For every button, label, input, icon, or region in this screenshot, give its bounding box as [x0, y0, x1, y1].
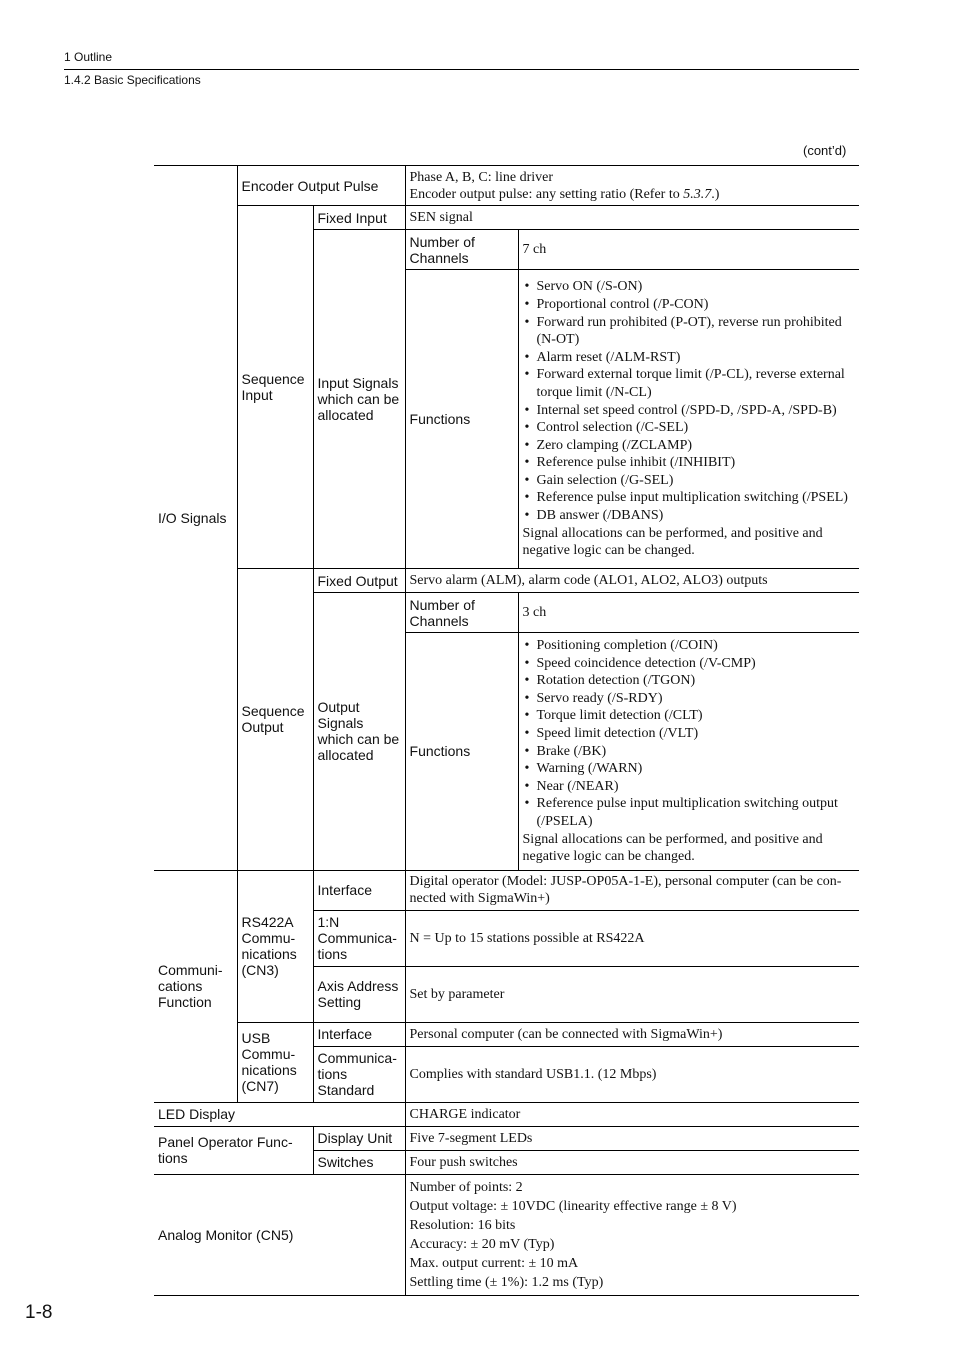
table-row [154, 569, 859, 593]
function-item: • DB answer (/DBANS) [523, 507, 856, 525]
function-item: • Reference pulse inhibit (/INHIBIT) [523, 454, 856, 472]
axis-address-value: Set by parameter [405, 966, 859, 1022]
table-row [154, 1022, 859, 1046]
page-number: 1-8 [25, 1302, 53, 1323]
rs422-label: RS422A Commu- nications (CN3) [237, 870, 313, 1022]
section-reference: 5.3.7 [683, 186, 712, 202]
usb-standard-value: Complies with standard USB1.1. (12 Mbps) [405, 1046, 859, 1102]
function-item: • Reference pulse input multiplication switching (/PSEL) [523, 489, 856, 507]
output-functions-list [518, 633, 859, 871]
encoder-output-label: Encoder Output Pulse [237, 166, 405, 206]
usb-standard-label: Communica- tions Standard [313, 1046, 405, 1102]
function-item: • Near (/NEAR) [523, 778, 856, 796]
table-row [154, 206, 859, 230]
input-alloc-label: Input Signals which can be allocated [313, 230, 405, 569]
function-item: • Warning (/WARN) [523, 760, 856, 778]
function-item: • Internal set speed control (/SPD-D, /SPD-A, /SPD-B) [523, 402, 856, 420]
output-functions-label: Functions [405, 633, 518, 871]
function-item: • Reference pulse input multiplication switching output (/PSELA) [523, 795, 856, 830]
function-item: • Gain selection (/G-SEL) [523, 472, 856, 490]
function-item: • Proportional control (/P-CON) [523, 296, 856, 314]
chapter-header: 1 Outline [64, 50, 113, 64]
table-row [154, 1126, 859, 1150]
function-item: • Speed limit detection (/VLT) [523, 725, 856, 743]
function-item: • Servo ready (/S-RDY) [523, 690, 856, 708]
function-item: • Zero clamping (/ZCLAMP) [523, 437, 856, 455]
table-row [154, 870, 859, 910]
rs422-n-label: 1:N Communica- tions [313, 910, 405, 966]
table-row [154, 166, 859, 206]
comm-function-label: Communi- cations Function [154, 870, 237, 1102]
sequence-input-label: Sequence Input [237, 206, 313, 569]
switches-value: Four push switches [405, 1150, 859, 1174]
function-item: • Speed coincidence detection (/V-CMP) [523, 655, 856, 673]
switches-label: Switches [313, 1150, 405, 1174]
input-note: Signal allocations can be performed, and positive and negative logic can be changed. [522, 525, 823, 558]
fixed-input-label: Fixed Input [313, 206, 405, 230]
function-item: • Torque limit detection (/CLT) [523, 707, 856, 725]
table-row [154, 1174, 859, 1295]
output-note: Signal allocations can be performed, and positive and negative logic can be changed. [522, 831, 823, 864]
input-functions-list [518, 270, 859, 569]
input-channels-label: Number of Channels [405, 230, 518, 270]
led-display-label: LED Display [154, 1102, 405, 1126]
output-alloc-label: Output Signals which can be allocated [313, 593, 405, 871]
input-functions-label: Functions [405, 270, 518, 569]
specifications-table [154, 165, 859, 1296]
led-display-value: CHARGE indicator [405, 1102, 859, 1126]
function-item: • Forward run prohibited (P-OT), reverse run prohibited (N-OT) [523, 314, 856, 349]
function-item: • Servo ON (/S-ON) [523, 278, 856, 296]
rs422-interface-label: Interface [313, 870, 405, 910]
usb-label: USB Commu- nications (CN7) [237, 1022, 313, 1102]
input-channels-value: 7 ch [518, 230, 859, 270]
function-item: • Rotation detection (/TGON) [523, 672, 856, 690]
rs422-interface-value: Digital operator (Model: JUSP-OP05A-1-E), personal computer (can be con- nected with SigmaWin+) [405, 870, 859, 910]
function-item: • Alarm reset (/ALM-RST) [523, 349, 856, 367]
continued-label: (cont’d) [803, 143, 847, 158]
output-channels-label: Number of Channels [405, 593, 518, 633]
sequence-output-label: Sequence Output [237, 569, 313, 871]
axis-address-label: Axis Address Setting [313, 966, 405, 1022]
table-row [154, 1102, 859, 1126]
fixed-output-label: Fixed Output [313, 569, 405, 593]
display-unit-value: Five 7-segment LEDs [405, 1126, 859, 1150]
analog-monitor-label: Analog Monitor (CN5) [154, 1174, 405, 1295]
fixed-output-value: Servo alarm (ALM), alarm code (ALO1, ALO2, ALO3) outputs [405, 569, 859, 593]
usb-interface-label: Interface [313, 1022, 405, 1046]
output-channels-value: 3 ch [518, 593, 859, 633]
function-item: • Forward external torque limit (/P-CL), reverse external torque limit (/N-CL) [523, 366, 856, 401]
rs422-n-value: N = Up to 15 stations possible at RS422A [405, 910, 859, 966]
function-item: • Positioning completion (/COIN) [523, 637, 856, 655]
display-unit-label: Display Unit [313, 1126, 405, 1150]
encoder-output-value: Phase A, B, C: line driver Encoder output pulse: any setting ratio (Refer to 5.3.7.) [405, 166, 859, 206]
function-item: • Control selection (/C-SEL) [523, 419, 856, 437]
fixed-input-value: SEN signal [405, 206, 859, 230]
usb-interface-value: Personal computer (can be connected with SigmaWin+) [405, 1022, 859, 1046]
panel-operator-label: Panel Operator Func- tions [154, 1126, 313, 1174]
header-rule [64, 69, 859, 70]
section-header: 1.4.2 Basic Specifications [64, 73, 201, 87]
analog-monitor-value: Number of points: 2 Output voltage: ± 10VDC (linearity effective range ± 8 V) Resolution: 16 bits Accuracy: ± 20 mV (Typ) Max. output current: ± 10 mA Settling time (± 1%): 1.2 ms (Typ) [405, 1174, 859, 1295]
function-item: • Brake (/BK) [523, 743, 856, 761]
io-signals-label: I/O Signals [154, 166, 237, 871]
